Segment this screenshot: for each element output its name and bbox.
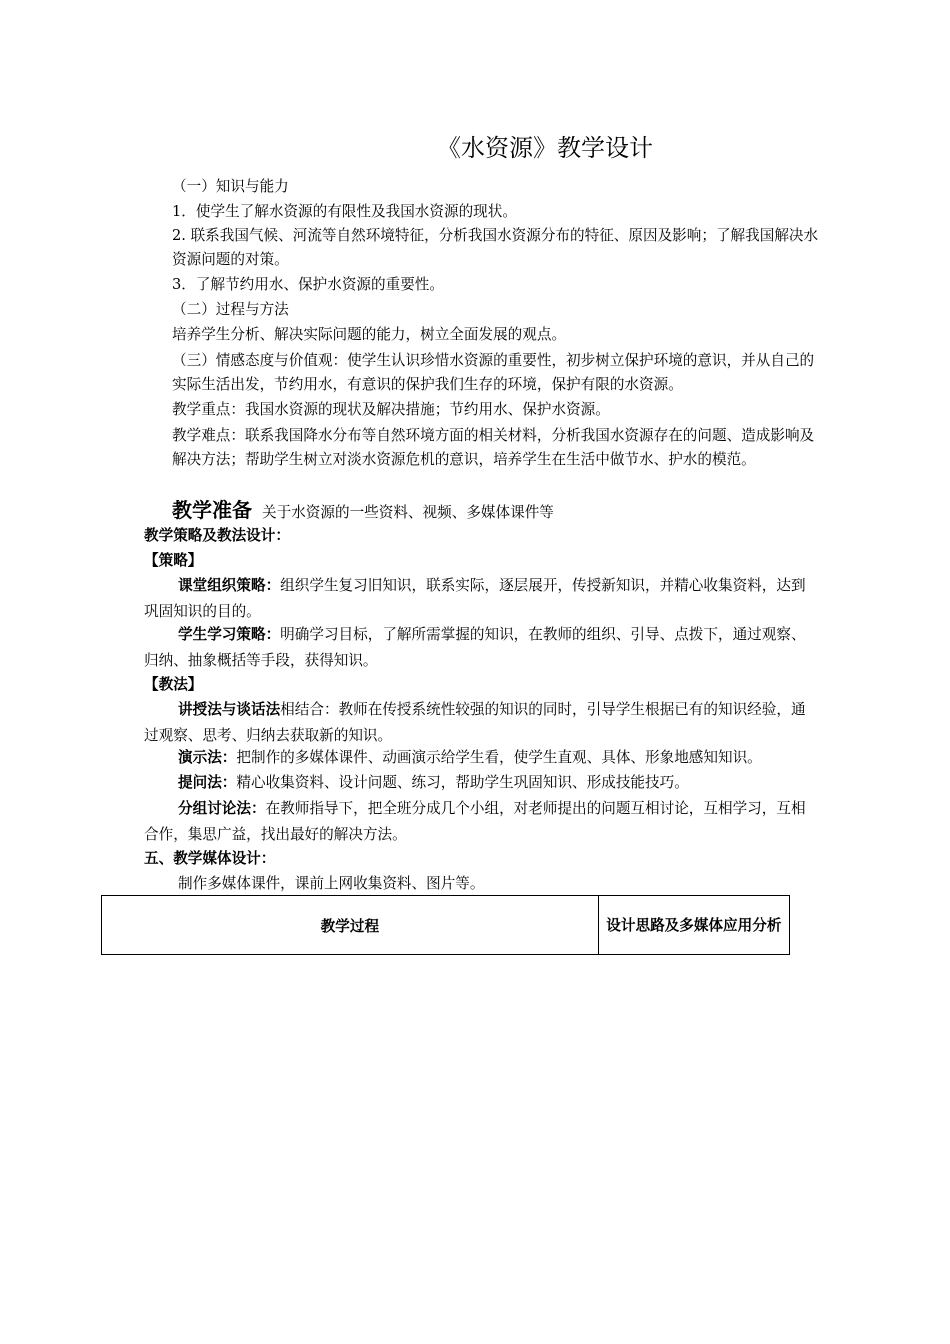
question-method	[144, 770, 819, 796]
emotion-text: （三）情感态度与价值观：使学生认识珍惜水资源的重要性，初步树立保护环境的意识，并从自己的实际生活出发，节约用水，有意识的保护我们生存的环境，保护有限的水资源。	[172, 352, 815, 394]
lecture-method-term: 讲授法与谈话法	[178, 701, 281, 718]
teaching-process-table	[101, 895, 790, 955]
method-label: 【教法】	[144, 676, 203, 693]
demo-method	[144, 745, 819, 771]
strategy-heading: 教学策略及教法设计：	[144, 527, 290, 544]
student-strategy-term: 学生学习策略：	[178, 626, 281, 643]
knowledge-item-1: 1．使学生了解水资源的有限性及我国水资源的现状。	[172, 203, 517, 220]
process-text: 培养学生分析、解决实际问题的能力，树立全面发展的观点。	[172, 326, 567, 343]
lecture-method-text: 相结合：教师在传授系统性较强的知识的同时，引导学生根据已有的知识经验，通过观察、思考、归纳去获取新的知识。	[144, 701, 806, 744]
question-method-text: 精心收集资料、设计问题、练习，帮助学生巩固知识、形成技能技巧。	[236, 774, 689, 791]
strategy-label: 【策略】	[144, 552, 203, 569]
demo-method-text: 把制作的多媒体课件、动画演示给学生看，使学生直观、具体、形象地感知知识。	[236, 749, 762, 766]
preparation-heading: 教学准备	[172, 498, 252, 522]
media-text: 制作多媒体课件，课前上网收集资料、图片等。	[178, 875, 485, 892]
key-points: 教学重点：我国水资源的现状及解决措施；节约用水、保护水资源。	[172, 401, 610, 418]
classroom-strategy-term: 课堂组织策略：	[178, 577, 281, 594]
knowledge-item-3: 3．了解节约用水、保护水资源的重要性。	[172, 276, 444, 293]
table-header-process: 教学过程	[102, 896, 599, 955]
group-method-text: 在教师指导下，把全班分成几个小组，对老师提出的问题互相讨论，互相学习，互相合作，集思广益，找出最好的解决方法。	[144, 800, 806, 843]
media-heading: 五、教学媒体设计：	[144, 850, 276, 867]
knowledge-item-2: 2. 联系我国气候、河流等自然环境特征，分析我国水资源分布的特征、原因及影响；了解我国解决水资源问题的对策。	[172, 227, 819, 269]
difficulties: 教学难点：联系我国降水分布等自然环境方面的相关材料，分析我国水资源存在的问题、造成影响及解决方法；帮助学生树立对淡水资源危机的意识，培养学生在生活中做节水、护水的模范。	[172, 427, 815, 469]
student-strategy	[144, 622, 819, 674]
classroom-strategy-text: 组织学生复习旧知识，联系实际，逐层展开，传授新知识，并精心收集资料，达到巩固知识的目的。	[144, 577, 806, 620]
table-header-design: 设计思路及多媒体应用分析	[598, 896, 789, 955]
student-strategy-text: 明确学习目标，了解所需掌握的知识，在教师的组织、引导、点拨下，通过观察、归纳、抽象概括等手段，获得知识。	[144, 626, 806, 669]
preparation-text: 关于水资源的一些资料、视频、多媒体课件等	[262, 504, 554, 521]
demo-method-term: 演示法：	[178, 749, 237, 766]
knowledge-heading: （一）知识与能力	[172, 178, 289, 195]
process-heading: （二）过程与方法	[172, 301, 289, 318]
group-method-term: 分组讨论法：	[178, 800, 266, 817]
question-method-term: 提问法：	[178, 774, 237, 791]
group-method	[144, 796, 819, 848]
lecture-method	[144, 697, 819, 749]
classroom-strategy	[144, 573, 819, 625]
table-row	[102, 896, 790, 955]
document-title: 《水资源》教学设计	[437, 134, 653, 162]
